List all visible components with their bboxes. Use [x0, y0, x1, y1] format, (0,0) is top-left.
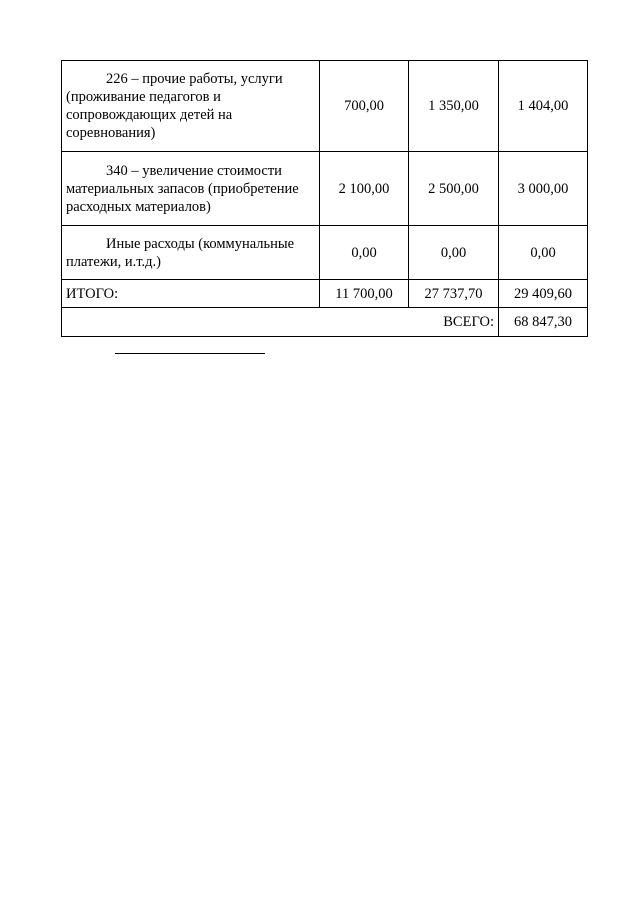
table-cell: 1 404,00 — [499, 61, 588, 152]
footnote-separator — [115, 353, 265, 354]
row-description — [62, 226, 320, 280]
row-description-text: 340 – увеличение стоимости материальных запасов (приобретение расходных материалов) — [66, 162, 299, 215]
total-cell: 11 700,00 — [320, 280, 409, 308]
budget-table — [61, 60, 588, 337]
table-cell: 3 000,00 — [499, 152, 588, 226]
table-cell: 1 350,00 — [409, 61, 499, 152]
total-cell: 29 409,60 — [499, 280, 588, 308]
grand-total-label: ВСЕГО: — [62, 308, 499, 337]
row-description — [62, 61, 320, 152]
row-description-text: 226 – прочие работы, услуги (проживание педагогов и сопровождающих детей на соревнования) — [66, 71, 283, 141]
total-label: ИТОГО: — [62, 280, 320, 308]
table-cell: 2 100,00 — [320, 152, 409, 226]
total-cell: 27 737,70 — [409, 280, 499, 308]
table-cell: 700,00 — [320, 61, 409, 152]
table-cell: 0,00 — [409, 226, 499, 280]
table-cell: 0,00 — [320, 226, 409, 280]
table-row — [62, 226, 588, 280]
grand-total-row — [62, 308, 588, 337]
table-cell: 2 500,00 — [409, 152, 499, 226]
table-cell: 0,00 — [499, 226, 588, 280]
grand-total-value: 68 847,30 — [499, 308, 588, 337]
row-description — [62, 152, 320, 226]
table-row — [62, 152, 588, 226]
table-row — [62, 61, 588, 152]
total-row — [62, 280, 588, 308]
row-description-text: Иные расходы (коммунальные платежи, и.т.д.) — [66, 235, 295, 270]
